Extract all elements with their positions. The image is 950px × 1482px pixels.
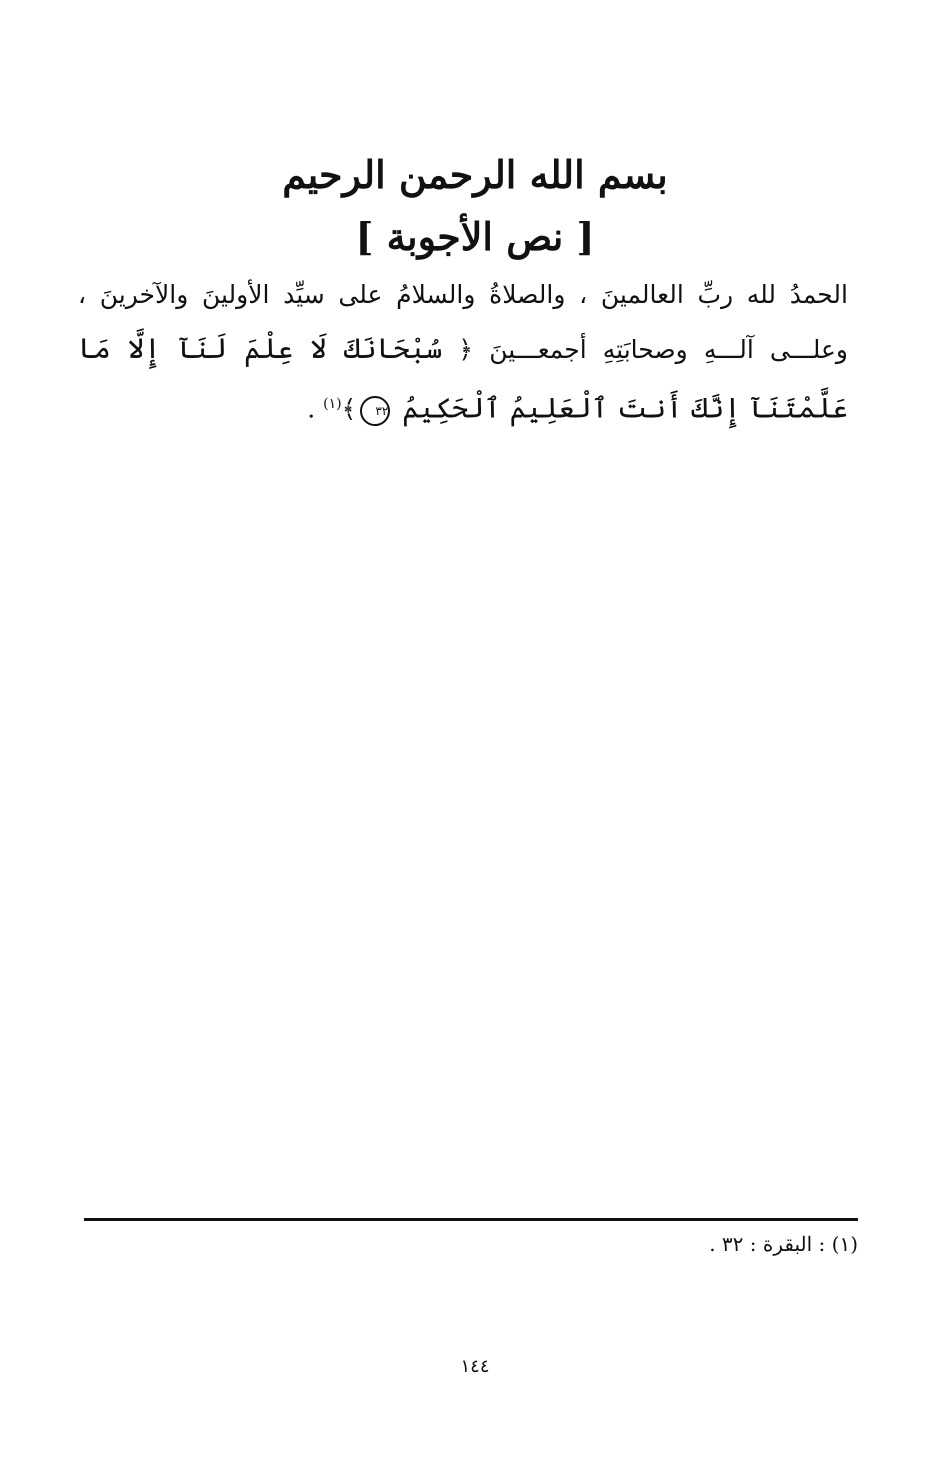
sentence-end: . (307, 394, 316, 424)
footnote-text: (١) : البقرة : ٣٢ . (709, 1232, 858, 1256)
body-paragraph (78, 268, 848, 436)
basmala-title: بسم الله الرحمن الرحيم (282, 152, 668, 197)
quran-verse: سُبْحَانَكَ لَا عِلْمَ لَنَآ إِلَّا مَا عَلَّمْتَنَآ إِنَّكَ أَنتَ ٱلْعَلِيمُ ٱلْحَكِيمُ (78, 332, 848, 425)
footnote-divider (84, 1218, 858, 1221)
quote-close-bracket: ﴾ (341, 394, 357, 424)
quote-open-bracket: ﴿ (458, 335, 474, 364)
intro-text: الحمدُ لله ربِّ العالمينَ ، والصلاةُ والسلامُ على سيِّد الأولينَ والآخرينَ ، وعلـــى آلـــهِ وصحابَتِهِ أجمعـــينَ (78, 280, 848, 364)
section-heading: [ نص الأجوبة ] (355, 214, 595, 259)
footnote-reference: (١) (323, 396, 342, 412)
ayah-number-marker: ٣٢ (360, 396, 390, 426)
page-number: ١٤٤ (460, 1356, 490, 1377)
